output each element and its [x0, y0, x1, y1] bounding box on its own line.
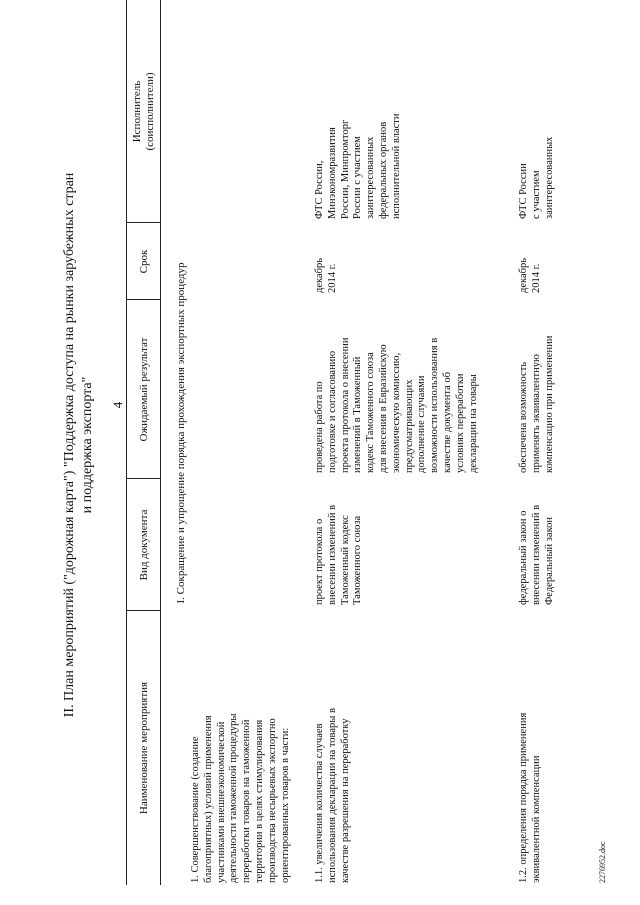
page-number: 4: [110, 401, 125, 409]
table-header-border: [160, 0, 161, 885]
header-doc-type: Вид документа: [138, 509, 150, 581]
header-name: Наименование мероприятия: [138, 681, 150, 815]
table-row-2-result: проведена работа по подготовке и согласованию проекта протокола о внесении изменений в Таможенный кодекс Таможенного союза для внесения в Евразийскую экономическую комиссию, предусматривающих дополнение случаями возможности использования в качестве документа об условиях переработки декларации на товары: [314, 337, 479, 473]
table-top-border: [126, 0, 127, 885]
header-result: Ожидаемый результат: [138, 337, 150, 442]
table-row-3-executor: ФТС России с участием заинтересованных: [518, 136, 555, 219]
table-row-3-doc-type: федеральный закон о внесении изменений в Федеральный закон: [518, 504, 555, 605]
table-row-2-executor: ФТС России, Минэкономразвития России, Минпромторг России с участием заинтересованных федеральных органов исполнительной власти: [314, 113, 402, 219]
table-row-2-deadline: декабрь 2014 г.: [314, 258, 338, 293]
table-row-2-name: 1.1. увеличения количества случаев использования декларации на товары в качестве разрешения на переработку: [314, 708, 351, 883]
table-row-1-name: 1. Совершенствование (создание благоприятных) условий применения участниками внешнеэкономической деятельности таможенной процедуры переработки товаров на таможенной территории в целях стимулирования производства несырьевых экспортно ориентированных товаров в части:: [190, 713, 291, 883]
section-title: I. Сокращение и упрощение порядка прохождения экспортных процедур: [175, 262, 187, 604]
table-row-3-name: 1.2. определения порядка применения эквивалентной компенсации: [518, 712, 542, 883]
header-executor: Исполнитель (соисполнители): [131, 72, 157, 151]
page-title: II. План мероприятий ("дорожная карта") "Поддержка доступа на рынки зарубежных стран: [62, 172, 77, 718]
header-deadline: Срок: [138, 249, 150, 274]
table-row-3-result: обеспечена возможность применять эквивалентную компенсацию при применении: [518, 335, 555, 473]
table-row-2-doc-type: проект протокола о внесении изменений в Таможенный кодекс Таможенного союза: [314, 504, 364, 605]
doc-id: 2276952.doc: [598, 841, 607, 883]
table-row-3-deadline: декабрь 2014 г.: [518, 258, 542, 293]
page-subtitle: и поддержка экспорта": [80, 376, 95, 514]
